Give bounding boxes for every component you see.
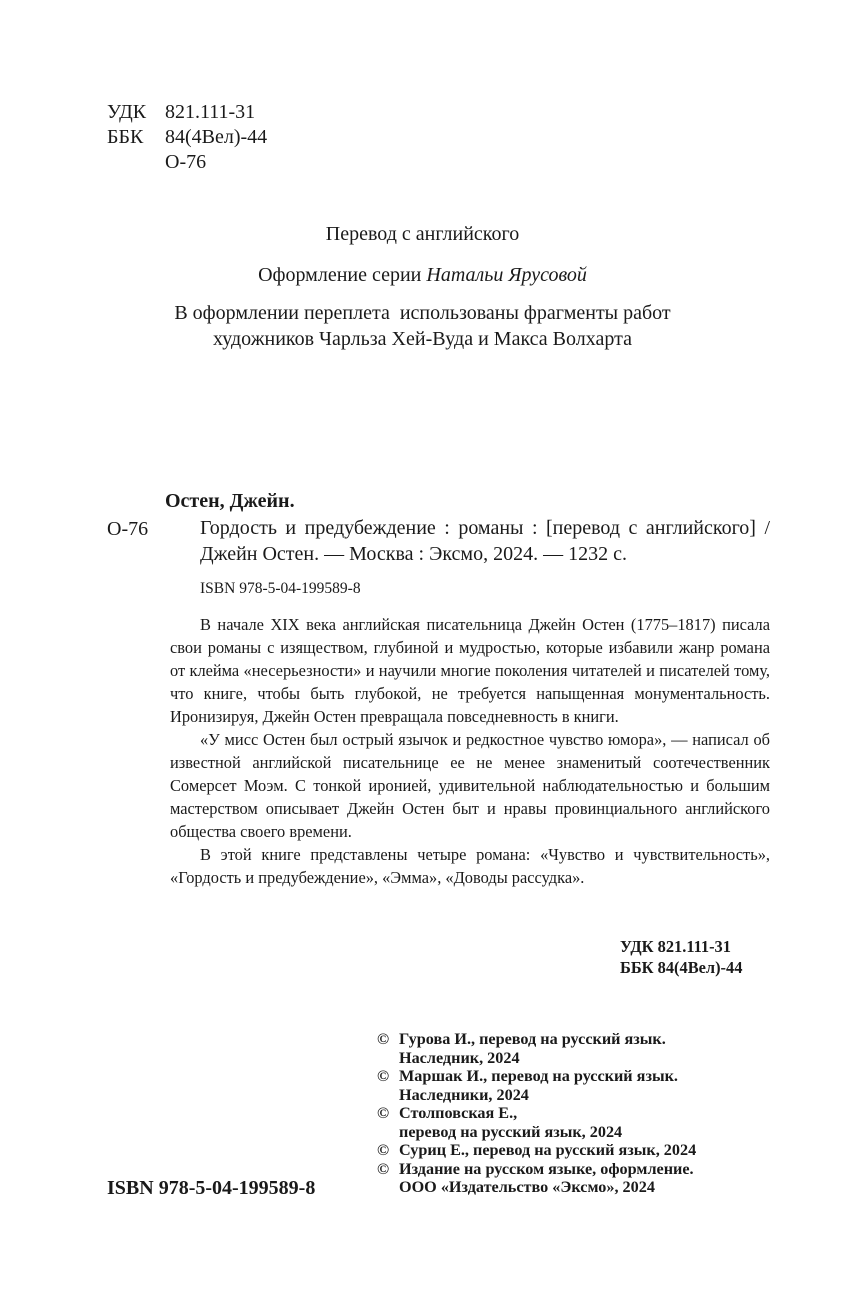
copyright-item [377,1141,797,1160]
catalog-isbn: ISBN 978-5-04-199589-8 [200,580,361,597]
copyright-icon: © [377,1159,390,1178]
translation-note: Перевод с английского [325,223,520,245]
udk-value: 821.111-31 [165,101,256,123]
classification-udk: УДК 821.111-31 [620,937,731,956]
copyright-block [377,1030,797,1197]
copyright-item [377,1160,797,1197]
cover-credit [0,300,845,352]
bbk-label: ББК [107,126,144,148]
author-mark-header: О-76 [165,151,207,173]
annotation-paragraph: В начале XIX века английская писательница Джейн Остен (1775–1817) писала свои романы с изяществом, глубиной и мудростью, которые избавили жанр романа от клейма «несерьезности» и научили многие поколения читателей и писателей тому, что книге, чтобы быть глубокой, не требуется напыщенная монументальность. Иронизируя, Джейн Остен превращала повседневность в книги. [170,615,770,726]
copyright-line: Наследник, 2024 [399,1048,520,1067]
copyright-line: перевод на русский язык, 2024 [399,1122,623,1141]
copyright-line: Столповская Е., [399,1104,518,1122]
cover-credit-line-1: В оформлении переплета использованы фрагменты работ [174,302,671,324]
annotation-paragraph: «У мисс Остен был острый язычок и редкостное чувство юмора», — написал об известной английской писательнице ее не менее знаменитый соотечественник Сомерсет Моэм. С тонкой иронией, удивительной наблюдательностью и большим мастерством описывает Джейн Остен быт и нравы провинциального английского общества своего времени. [170,730,770,841]
copyright-item [377,1104,797,1141]
copyright-line: Издание на русском языке, оформление. [399,1159,694,1178]
catalog-author-mark: О-76 [107,518,149,540]
classification-block [620,936,742,978]
copyright-line: ООО «Издательство «Эксмо», 2024 [399,1178,655,1196]
series-design-credit [0,262,845,288]
copyright-line: Гурова И., перевод на русский язык. [399,1030,666,1048]
copyright-icon: © [377,1030,390,1048]
copyright-line: Суриц Е., перевод на русский язык, 2024 [399,1141,697,1159]
copyright-line: Наследники, 2024 [399,1085,529,1104]
cover-credit-line-2: художников Чарльза Хей-Вуда и Макса Волхарта [213,328,632,350]
udk-bbk-header [107,100,267,175]
series-design-prefix: Оформление серии [258,264,427,286]
classification-bbk: ББК 84(4Вел)-44 [620,958,743,977]
bbk-value: 84(4Вел)-44 [165,126,268,148]
copyright-icon: © [377,1067,390,1085]
catalog-description: Гордость и предубеждение : романы : [перевод с английского] / Джейн Остен. — Москва : Эксмо, 2024. — 1232 с. [200,517,770,565]
catalog-author: Остен, Джейн. [165,490,295,512]
copyright-item [377,1067,797,1104]
annotation-paragraph: В этой книге представлены четыре романа: «Чувство и чувствительность», «Гордость и предубеждение», «Эмма», «Доводы рассудка». [170,845,770,887]
copyright-line: Маршак И., перевод на русский язык. [399,1067,678,1085]
udk-label: УДК [107,101,147,123]
series-designer-name: Натальи Ярусовой [426,264,587,286]
footer-isbn: ISBN 978-5-04-199589-8 [107,1177,316,1199]
copyright-item [377,1030,797,1067]
copyright-icon: © [377,1104,390,1122]
copyright-icon: © [377,1141,390,1159]
annotation [170,613,770,889]
